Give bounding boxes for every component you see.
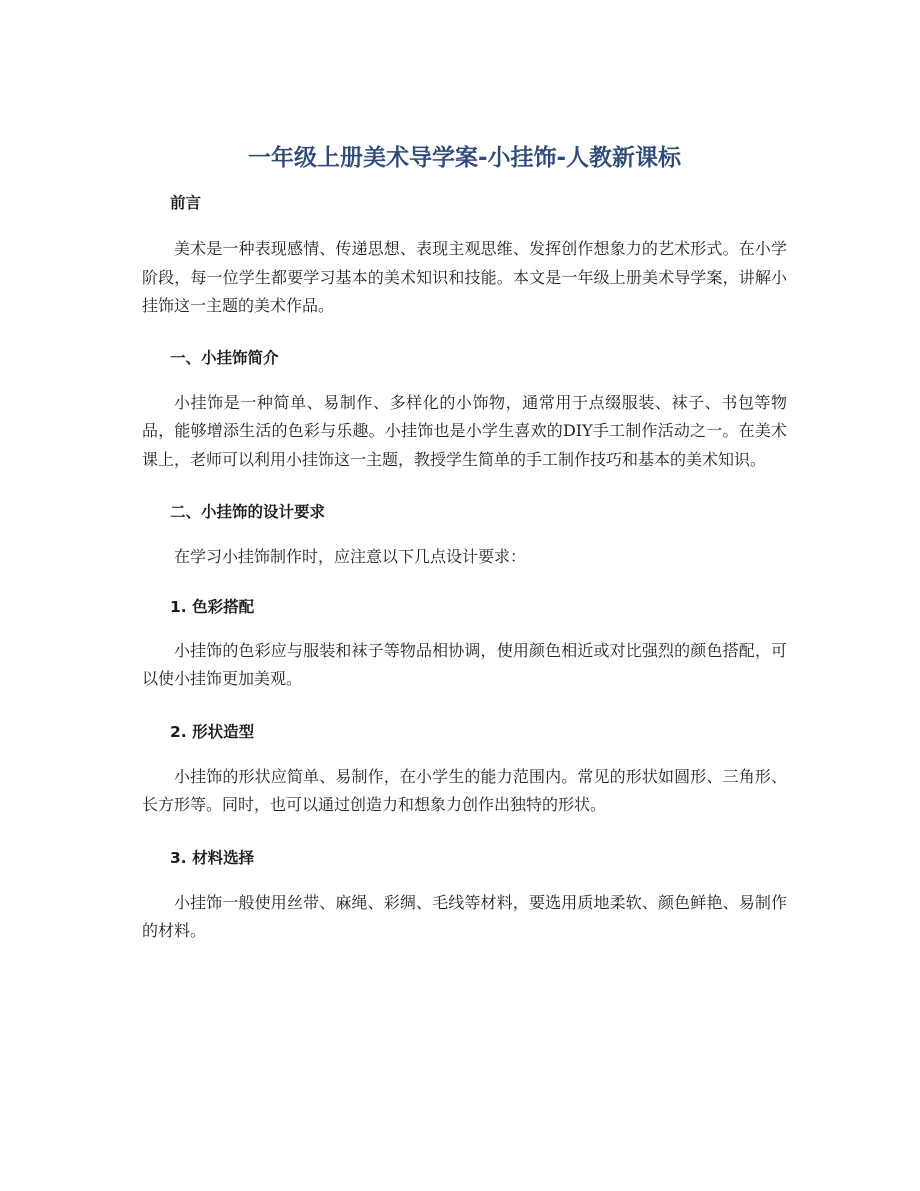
subsection-shape-paragraph: 小挂饰的形状应简单、易制作，在小学生的能力范围内。常见的形状如圆形、三角形、长方形等。同时，也可以通过创造力和想象力创作出独特的形状。: [142, 766, 787, 814]
section-2-heading: 二、小挂饰的设计要求: [170, 503, 326, 521]
section-1-heading: 一、小挂饰简介: [170, 348, 279, 367]
section-2-paragraph: 在学习小挂饰制作时，应注意以下几点设计要求：: [174, 547, 527, 566]
subsection-color-paragraph: 小挂饰的色彩应与服装和袜子等物品相协调，使用颜色相近或对比强烈的颜色搭配，可以使小挂饰更加美观。: [142, 640, 787, 688]
document-content: [142, 140, 787, 946]
preface-paragraph: 美术是一种表现感情、传递思想、表现主观思维、发挥创作想象力的艺术形式。在小学阶段，每一位学生都要学习基本的美术知识和技能。本文是一年级上册美术导学案，讲解小挂饰这一主题的美术作品。: [142, 239, 787, 315]
subsection-shape-heading: 2. 形状造型: [170, 722, 255, 741]
preface-heading: 前言: [170, 194, 202, 212]
section-1-paragraph: 小挂饰是一种简单、易制作、多样化的小饰物，通常用于点缀服装、袜子、书包等物品，能够增添生活的色彩与乐趣。小挂饰也是小学生喜欢的DIY手工制作活动之一。在美术课上，老师可以利用小挂饰这一主题，教授学生简单的手工制作技巧和基本的美术知识。: [142, 392, 787, 469]
subsection-material-heading: 3. 材料选择: [170, 848, 255, 867]
subsection-color-heading: 1. 色彩搭配: [170, 597, 255, 616]
document-title: 一年级上册美术导学案-小挂饰-人教新课标: [247, 145, 682, 171]
subsection-material-paragraph: 小挂饰一般使用丝带、麻绳、彩绸、毛线等材料，要选用质地柔软、颜色鲜艳、易制作的材料。: [142, 892, 787, 940]
